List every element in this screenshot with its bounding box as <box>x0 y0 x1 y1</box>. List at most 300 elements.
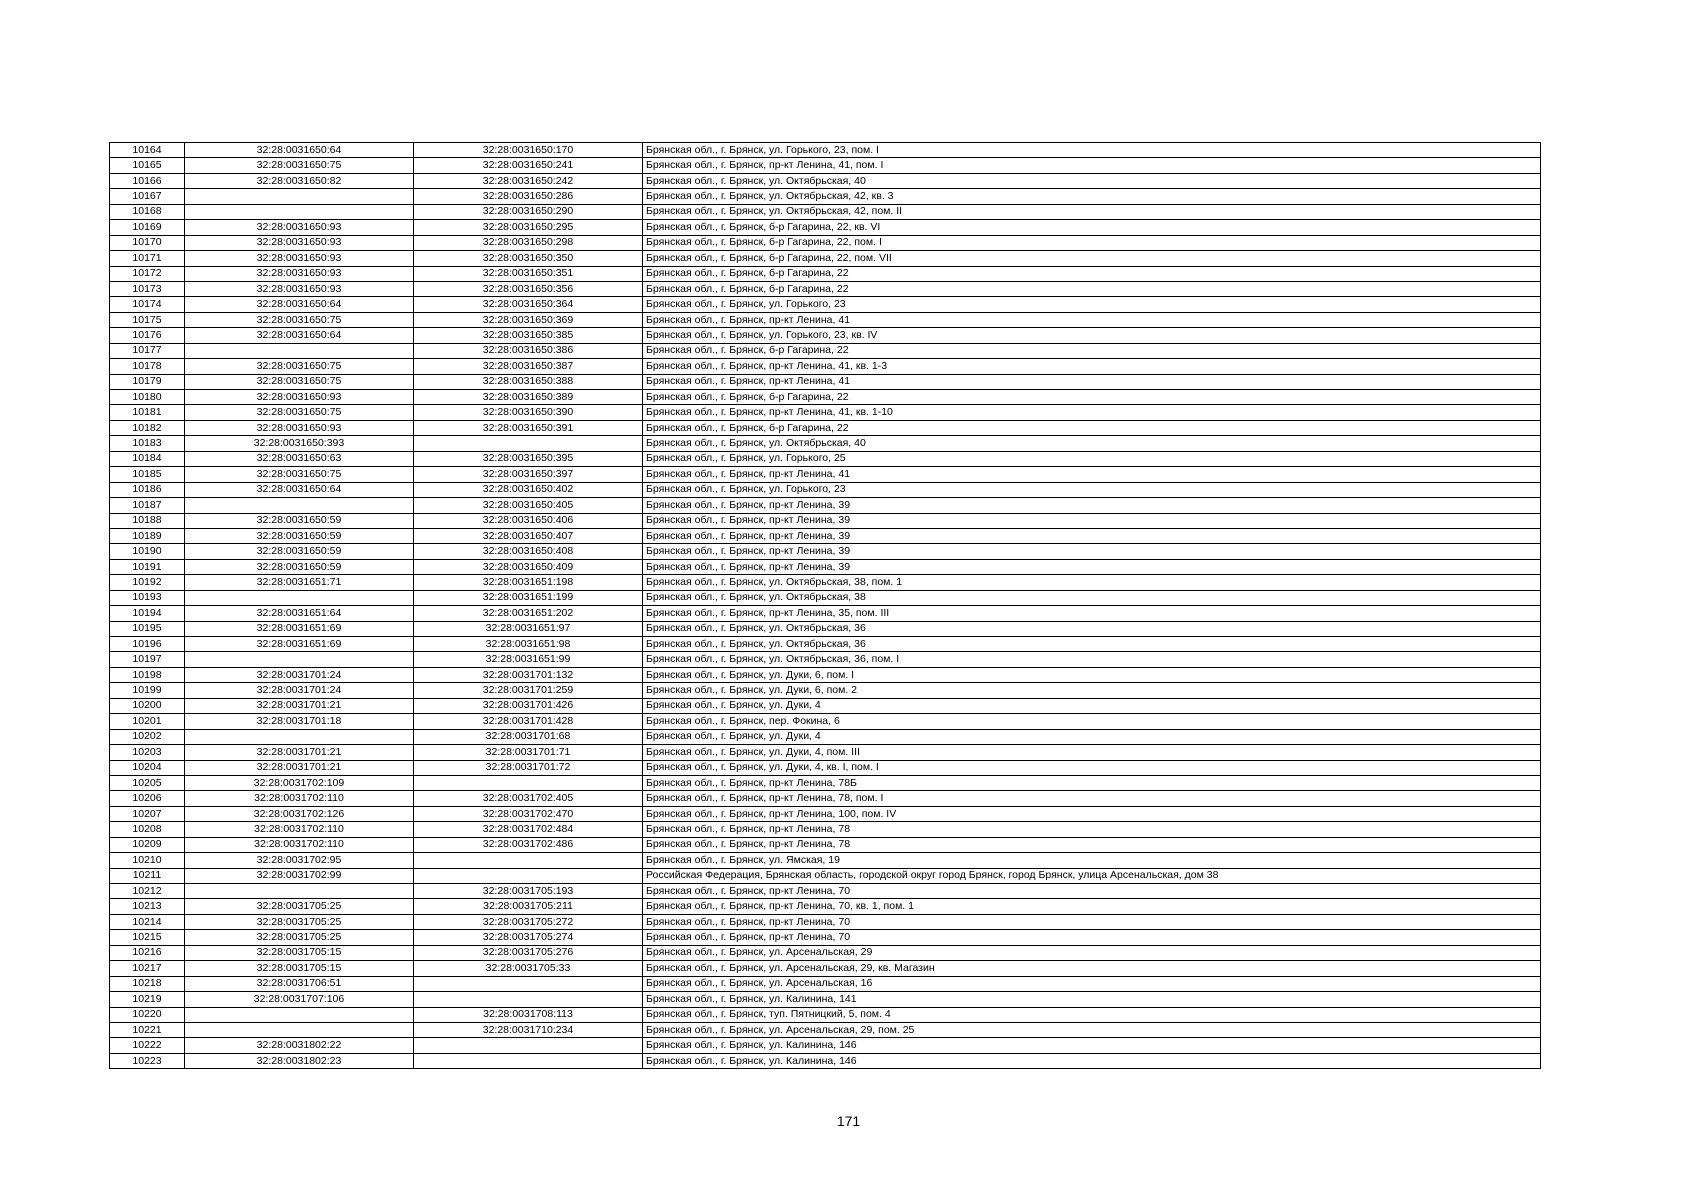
table-row <box>110 822 1541 837</box>
table-row <box>110 328 1541 343</box>
address-cell: Брянская обл., г. Брянск, ул. Октябрьская, 40 <box>643 173 1541 188</box>
building-cadastral-cell: 32:28:0031650:75 <box>185 467 414 482</box>
object-cadastral-cell <box>414 436 643 451</box>
object-cadastral-cell: 32:28:0031650:385 <box>414 328 643 343</box>
building-cadastral-cell: 32:28:0031650:64 <box>185 143 414 158</box>
object-cadastral-cell <box>414 1038 643 1053</box>
object-cadastral-cell: 32:28:0031650:351 <box>414 266 643 281</box>
table-row <box>110 173 1541 188</box>
table-row <box>110 868 1541 883</box>
object-cadastral-cell: 32:28:0031650:387 <box>414 359 643 374</box>
row-number-cell: 10164 <box>110 143 185 158</box>
object-cadastral-cell: 32:28:0031702:470 <box>414 806 643 821</box>
row-number-cell: 10215 <box>110 930 185 945</box>
row-number-cell: 10189 <box>110 528 185 543</box>
table-row <box>110 621 1541 636</box>
table-row <box>110 420 1541 435</box>
table-row <box>110 775 1541 790</box>
building-cadastral-cell <box>185 729 414 744</box>
object-cadastral-cell: 32:28:0031650:397 <box>414 467 643 482</box>
row-number-cell: 10198 <box>110 667 185 682</box>
address-cell: Брянская обл., г. Брянск, ул. Арсенальская, 29, пом. 25 <box>643 1022 1541 1037</box>
table-row <box>110 482 1541 497</box>
building-cadastral-cell: 32:28:0031650:93 <box>185 281 414 296</box>
object-cadastral-cell: 32:28:0031705:276 <box>414 945 643 960</box>
row-number-cell: 10205 <box>110 775 185 790</box>
building-cadastral-cell: 32:28:0031701:24 <box>185 667 414 682</box>
address-cell: Брянская обл., г. Брянск, пр-кт Ленина, 70 <box>643 884 1541 899</box>
address-cell: Брянская обл., г. Брянск, ул. Октябрьская, 42, кв. 3 <box>643 189 1541 204</box>
object-cadastral-cell: 32:28:0031650:395 <box>414 451 643 466</box>
address-cell: Брянская обл., г. Брянск, б-р Гагарина, 22 <box>643 390 1541 405</box>
object-cadastral-cell: 32:28:0031650:286 <box>414 189 643 204</box>
object-cadastral-cell: 32:28:0031650:391 <box>414 420 643 435</box>
table-row <box>110 791 1541 806</box>
building-cadastral-cell: 32:28:0031650:64 <box>185 297 414 312</box>
building-cadastral-cell: 32:28:0031650:93 <box>185 420 414 435</box>
building-cadastral-cell: 32:28:0031705:25 <box>185 930 414 945</box>
address-cell: Брянская обл., г. Брянск, б-р Гагарина, 22, пом. VII <box>643 251 1541 266</box>
building-cadastral-cell: 32:28:0031705:15 <box>185 945 414 960</box>
row-number-cell: 10216 <box>110 945 185 960</box>
address-cell: Брянская обл., г. Брянск, б-р Гагарина, 22, кв. VI <box>643 220 1541 235</box>
building-cadastral-cell: 32:28:0031701:21 <box>185 745 414 760</box>
row-number-cell: 10175 <box>110 312 185 327</box>
address-cell: Брянская обл., г. Брянск, пр-кт Ленина, 78, пом. I <box>643 791 1541 806</box>
object-cadastral-cell: 32:28:0031650:405 <box>414 498 643 513</box>
table-row <box>110 698 1541 713</box>
table-row <box>110 266 1541 281</box>
table-row <box>110 436 1541 451</box>
object-cadastral-cell <box>414 853 643 868</box>
row-number-cell: 10190 <box>110 544 185 559</box>
row-number-cell: 10182 <box>110 420 185 435</box>
row-number-cell: 10176 <box>110 328 185 343</box>
object-cadastral-cell: 32:28:0031650:388 <box>414 374 643 389</box>
address-cell: Брянская обл., г. Брянск, пр-кт Ленина, 41, пом. I <box>643 158 1541 173</box>
object-cadastral-cell: 32:28:0031705:211 <box>414 899 643 914</box>
building-cadastral-cell <box>185 189 414 204</box>
address-cell: Брянская обл., г. Брянск, ул. Горького, 23 <box>643 482 1541 497</box>
row-number-cell: 10191 <box>110 559 185 574</box>
table-row <box>110 590 1541 605</box>
address-cell: Брянская обл., г. Брянск, ул. Октябрьская, 38, пом. 1 <box>643 575 1541 590</box>
address-cell: Брянская обл., г. Брянск, пр-кт Ленина, 39 <box>643 528 1541 543</box>
object-cadastral-cell: 32:28:0031650:408 <box>414 544 643 559</box>
object-cadastral-cell: 32:28:0031650:356 <box>414 281 643 296</box>
object-cadastral-cell: 32:28:0031705:193 <box>414 884 643 899</box>
address-cell: Брянская обл., г. Брянск, ул. Арсенальская, 16 <box>643 976 1541 991</box>
table-row <box>110 976 1541 991</box>
table-row <box>110 806 1541 821</box>
address-cell: Брянская обл., г. Брянск, ул. Горького, 25 <box>643 451 1541 466</box>
row-number-cell: 10188 <box>110 513 185 528</box>
building-cadastral-cell: 32:28:0031650:75 <box>185 405 414 420</box>
object-cadastral-cell: 32:28:0031650:369 <box>414 312 643 327</box>
row-number-cell: 10179 <box>110 374 185 389</box>
row-number-cell: 10218 <box>110 976 185 991</box>
address-cell: Брянская обл., г. Брянск, пр-кт Ленина, 70, кв. 1, пом. 1 <box>643 899 1541 914</box>
object-cadastral-cell: 32:28:0031650:242 <box>414 173 643 188</box>
object-cadastral-cell: 32:28:0031650:390 <box>414 405 643 420</box>
table-row <box>110 992 1541 1007</box>
building-cadastral-cell: 32:28:0031650:93 <box>185 220 414 235</box>
building-cadastral-cell: 32:28:0031651:69 <box>185 637 414 652</box>
row-number-cell: 10199 <box>110 683 185 698</box>
address-cell: Брянская обл., г. Брянск, пер. Фокина, 6 <box>643 714 1541 729</box>
object-cadastral-cell: 32:28:0031650:364 <box>414 297 643 312</box>
address-cell: Брянская обл., г. Брянск, пр-кт Ленина, 39 <box>643 513 1541 528</box>
address-cell: Брянская обл., г. Брянск, ул. Калинина, 146 <box>643 1038 1541 1053</box>
building-cadastral-cell: 32:28:0031707:106 <box>185 992 414 1007</box>
table-row <box>110 575 1541 590</box>
address-cell: Брянская обл., г. Брянск, пр-кт Ленина, 41 <box>643 467 1541 482</box>
building-cadastral-cell: 32:28:0031651:64 <box>185 606 414 621</box>
building-cadastral-cell: 32:28:0031702:110 <box>185 822 414 837</box>
object-cadastral-cell: 32:28:0031701:259 <box>414 683 643 698</box>
object-cadastral-cell: 32:28:0031701:428 <box>414 714 643 729</box>
building-cadastral-cell: 32:28:0031650:75 <box>185 374 414 389</box>
building-cadastral-cell: 32:28:0031650:93 <box>185 266 414 281</box>
address-cell: Брянская обл., г. Брянск, ул. Ямская, 19 <box>643 853 1541 868</box>
row-number-cell: 10223 <box>110 1053 185 1068</box>
row-number-cell: 10221 <box>110 1022 185 1037</box>
building-cadastral-cell <box>185 343 414 358</box>
building-cadastral-cell: 32:28:0031706:51 <box>185 976 414 991</box>
table-row <box>110 204 1541 219</box>
building-cadastral-cell <box>185 1022 414 1037</box>
table-row <box>110 374 1541 389</box>
object-cadastral-cell: 32:28:0031705:274 <box>414 930 643 945</box>
row-number-cell: 10214 <box>110 914 185 929</box>
object-cadastral-cell: 32:28:0031708:113 <box>414 1007 643 1022</box>
address-cell: Брянская обл., г. Брянск, ул. Калинина, 141 <box>643 992 1541 1007</box>
building-cadastral-cell: 32:28:0031702:109 <box>185 775 414 790</box>
building-cadastral-cell: 32:28:0031701:24 <box>185 683 414 698</box>
building-cadastral-cell: 32:28:0031650:93 <box>185 251 414 266</box>
building-cadastral-cell: 32:28:0031650:75 <box>185 359 414 374</box>
address-cell: Брянская обл., г. Брянск, б-р Гагарина, 22 <box>643 343 1541 358</box>
row-number-cell: 10173 <box>110 281 185 296</box>
row-number-cell: 10217 <box>110 961 185 976</box>
object-cadastral-cell: 32:28:0031651:202 <box>414 606 643 621</box>
address-cell: Брянская обл., г. Брянск, ул. Октябрьская, 42, пом. II <box>643 204 1541 219</box>
address-cell: Брянская обл., г. Брянск, ул. Октябрьская, 36, пом. I <box>643 652 1541 667</box>
table-row <box>110 1022 1541 1037</box>
row-number-cell: 10219 <box>110 992 185 1007</box>
object-cadastral-cell: 32:28:0031701:426 <box>414 698 643 713</box>
address-cell: Российская Федерация, Брянская область, городской округ город Брянск, город Брянск, улица Арсенальская, дом 38 <box>643 868 1541 883</box>
table-row <box>110 760 1541 775</box>
building-cadastral-cell: 32:28:0031701:21 <box>185 760 414 775</box>
building-cadastral-cell: 32:28:0031650:93 <box>185 235 414 250</box>
address-cell: Брянская обл., г. Брянск, б-р Гагарина, 22 <box>643 420 1541 435</box>
table-row <box>110 235 1541 250</box>
address-cell: Брянская обл., г. Брянск, пр-кт Ленина, 78 <box>643 822 1541 837</box>
object-cadastral-cell: 32:28:0031650:407 <box>414 528 643 543</box>
object-cadastral-cell: 32:28:0031701:72 <box>414 760 643 775</box>
address-cell: Брянская обл., г. Брянск, пр-кт Ленина, 41, кв. 1-10 <box>643 405 1541 420</box>
object-cadastral-cell <box>414 775 643 790</box>
table-row <box>110 312 1541 327</box>
object-cadastral-cell: 32:28:0031705:272 <box>414 914 643 929</box>
address-cell: Брянская обл., г. Брянск, ул. Горького, 23 <box>643 297 1541 312</box>
table-row <box>110 853 1541 868</box>
table-row <box>110 528 1541 543</box>
building-cadastral-cell: 32:28:0031702:99 <box>185 868 414 883</box>
row-number-cell: 10170 <box>110 235 185 250</box>
building-cadastral-cell: 32:28:0031702:126 <box>185 806 414 821</box>
row-number-cell: 10201 <box>110 714 185 729</box>
row-number-cell: 10187 <box>110 498 185 513</box>
row-number-cell: 10204 <box>110 760 185 775</box>
address-cell: Брянская обл., г. Брянск, пр-кт Ленина, 39 <box>643 498 1541 513</box>
address-cell: Брянская обл., г. Брянск, ул. Дуки, 6, пом. 2 <box>643 683 1541 698</box>
row-number-cell: 10194 <box>110 606 185 621</box>
table-row <box>110 1053 1541 1068</box>
object-cadastral-cell: 32:28:0031650:170 <box>414 143 643 158</box>
building-cadastral-cell <box>185 590 414 605</box>
row-number-cell: 10212 <box>110 884 185 899</box>
row-number-cell: 10168 <box>110 204 185 219</box>
object-cadastral-cell: 32:28:0031650:295 <box>414 220 643 235</box>
row-number-cell: 10171 <box>110 251 185 266</box>
address-cell: Брянская обл., г. Брянск, пр-кт Ленина, 41 <box>643 312 1541 327</box>
address-cell: Брянская обл., г. Брянск, пр-кт Ленина, 70 <box>643 930 1541 945</box>
object-cadastral-cell: 32:28:0031650:298 <box>414 235 643 250</box>
building-cadastral-cell: 32:28:0031650:59 <box>185 544 414 559</box>
object-cadastral-cell: 32:28:0031702:405 <box>414 791 643 806</box>
table-row <box>110 837 1541 852</box>
address-cell: Брянская обл., г. Брянск, ул. Горького, 23, кв. IV <box>643 328 1541 343</box>
building-cadastral-cell: 32:28:0031650:93 <box>185 390 414 405</box>
address-cell: Брянская обл., г. Брянск, пр-кт Ленина, 39 <box>643 544 1541 559</box>
object-cadastral-cell: 32:28:0031650:290 <box>414 204 643 219</box>
row-number-cell: 10220 <box>110 1007 185 1022</box>
address-cell: Брянская обл., г. Брянск, пр-кт Ленина, 41 <box>643 374 1541 389</box>
object-cadastral-cell: 32:28:0031650:241 <box>414 158 643 173</box>
table-row <box>110 930 1541 945</box>
table-row <box>110 606 1541 621</box>
address-cell: Брянская обл., г. Брянск, пр-кт Ленина, 78 <box>643 837 1541 852</box>
row-number-cell: 10196 <box>110 637 185 652</box>
row-number-cell: 10172 <box>110 266 185 281</box>
table-row <box>110 914 1541 929</box>
table-row <box>110 884 1541 899</box>
object-cadastral-cell: 32:28:0031702:486 <box>414 837 643 852</box>
row-number-cell: 10213 <box>110 899 185 914</box>
object-cadastral-cell: 32:28:0031702:484 <box>414 822 643 837</box>
object-cadastral-cell: 32:28:0031650:409 <box>414 559 643 574</box>
table-row <box>110 729 1541 744</box>
object-cadastral-cell: 32:28:0031651:99 <box>414 652 643 667</box>
building-cadastral-cell: 32:28:0031702:95 <box>185 853 414 868</box>
building-cadastral-cell: 32:28:0031650:393 <box>185 436 414 451</box>
registry-table-body <box>110 143 1541 1069</box>
row-number-cell: 10186 <box>110 482 185 497</box>
object-cadastral-cell: 32:28:0031701:132 <box>414 667 643 682</box>
table-row <box>110 559 1541 574</box>
object-cadastral-cell: 32:28:0031651:198 <box>414 575 643 590</box>
table-row <box>110 220 1541 235</box>
row-number-cell: 10210 <box>110 853 185 868</box>
address-cell: Брянская обл., г. Брянск, ул. Арсенальская, 29 <box>643 945 1541 960</box>
building-cadastral-cell: 32:28:0031650:82 <box>185 173 414 188</box>
address-cell: Брянская обл., г. Брянск, ул. Горького, 23, пом. I <box>643 143 1541 158</box>
object-cadastral-cell: 32:28:0031650:402 <box>414 482 643 497</box>
building-cadastral-cell: 32:28:0031702:110 <box>185 791 414 806</box>
table-row <box>110 451 1541 466</box>
building-cadastral-cell: 32:28:0031650:75 <box>185 158 414 173</box>
address-cell: Брянская обл., г. Брянск, ул. Дуки, 6, пом. I <box>643 667 1541 682</box>
table-row <box>110 683 1541 698</box>
table-row <box>110 343 1541 358</box>
row-number-cell: 10203 <box>110 745 185 760</box>
address-cell: Брянская обл., г. Брянск, пр-кт Ленина, 70 <box>643 914 1541 929</box>
building-cadastral-cell: 32:28:0031651:69 <box>185 621 414 636</box>
object-cadastral-cell: 32:28:0031650:386 <box>414 343 643 358</box>
address-cell: Брянская обл., г. Брянск, ул. Дуки, 4, кв. I, пом. I <box>643 760 1541 775</box>
building-cadastral-cell: 32:28:0031705:15 <box>185 961 414 976</box>
table-row <box>110 637 1541 652</box>
table-row <box>110 189 1541 204</box>
table-row <box>110 745 1541 760</box>
object-cadastral-cell: 32:28:0031701:71 <box>414 745 643 760</box>
object-cadastral-cell: 32:28:0031651:97 <box>414 621 643 636</box>
table-row <box>110 513 1541 528</box>
row-number-cell: 10166 <box>110 173 185 188</box>
table-row <box>110 143 1541 158</box>
object-cadastral-cell <box>414 1053 643 1068</box>
address-cell: Брянская обл., г. Брянск, ул. Калинина, 146 <box>643 1053 1541 1068</box>
building-cadastral-cell <box>185 498 414 513</box>
row-number-cell: 10180 <box>110 390 185 405</box>
table-row <box>110 667 1541 682</box>
table-row <box>110 281 1541 296</box>
table-row <box>110 544 1541 559</box>
address-cell: Брянская обл., г. Брянск, ул. Октябрьская, 36 <box>643 621 1541 636</box>
building-cadastral-cell <box>185 1007 414 1022</box>
row-number-cell: 10209 <box>110 837 185 852</box>
row-number-cell: 10207 <box>110 806 185 821</box>
table-row <box>110 1007 1541 1022</box>
building-cadastral-cell: 32:28:0031702:110 <box>185 837 414 852</box>
building-cadastral-cell: 32:28:0031701:21 <box>185 698 414 713</box>
address-cell: Брянская обл., г. Брянск, пр-кт Ленина, 100, пом. IV <box>643 806 1541 821</box>
table-row <box>110 1038 1541 1053</box>
building-cadastral-cell: 32:28:0031802:23 <box>185 1053 414 1068</box>
table-row <box>110 945 1541 960</box>
address-cell: Брянская обл., г. Брянск, б-р Гагарина, 22, пом. I <box>643 235 1541 250</box>
row-number-cell: 10211 <box>110 868 185 883</box>
address-cell: Брянская обл., г. Брянск, туп. Пятницкий, 5, пом. 4 <box>643 1007 1541 1022</box>
building-cadastral-cell: 32:28:0031650:63 <box>185 451 414 466</box>
row-number-cell: 10222 <box>110 1038 185 1053</box>
row-number-cell: 10181 <box>110 405 185 420</box>
row-number-cell: 10169 <box>110 220 185 235</box>
address-cell: Брянская обл., г. Брянск, ул. Дуки, 4 <box>643 698 1541 713</box>
address-cell: Брянская обл., г. Брянск, б-р Гагарина, 22 <box>643 281 1541 296</box>
row-number-cell: 10167 <box>110 189 185 204</box>
table-row <box>110 390 1541 405</box>
building-cadastral-cell: 32:28:0031650:59 <box>185 513 414 528</box>
table-row <box>110 498 1541 513</box>
address-cell: Брянская обл., г. Брянск, ул. Арсенальская, 29, кв. Магазин <box>643 961 1541 976</box>
building-cadastral-cell <box>185 652 414 667</box>
table-row <box>110 467 1541 482</box>
address-cell: Брянская обл., г. Брянск, пр-кт Ленина, 39 <box>643 559 1541 574</box>
row-number-cell: 10185 <box>110 467 185 482</box>
building-cadastral-cell: 32:28:0031651:71 <box>185 575 414 590</box>
row-number-cell: 10202 <box>110 729 185 744</box>
building-cadastral-cell: 32:28:0031650:64 <box>185 328 414 343</box>
table-row <box>110 405 1541 420</box>
registry-table <box>109 142 1541 1069</box>
building-cadastral-cell: 32:28:0031802:22 <box>185 1038 414 1053</box>
building-cadastral-cell: 32:28:0031650:75 <box>185 312 414 327</box>
object-cadastral-cell: 32:28:0031710:234 <box>414 1022 643 1037</box>
row-number-cell: 10193 <box>110 590 185 605</box>
address-cell: Брянская обл., г. Брянск, ул. Октябрьская, 38 <box>643 590 1541 605</box>
page-number: 171 <box>836 1113 861 1129</box>
building-cadastral-cell: 32:28:0031701:18 <box>185 714 414 729</box>
row-number-cell: 10177 <box>110 343 185 358</box>
address-cell: Брянская обл., г. Брянск, пр-кт Ленина, 41, кв. 1-3 <box>643 359 1541 374</box>
address-cell: Брянская обл., г. Брянск, ул. Октябрьская, 40 <box>643 436 1541 451</box>
object-cadastral-cell: 32:28:0031650:389 <box>414 390 643 405</box>
building-cadastral-cell: 32:28:0031705:25 <box>185 899 414 914</box>
row-number-cell: 10200 <box>110 698 185 713</box>
address-cell: Брянская обл., г. Брянск, ул. Дуки, 4, пом. III <box>643 745 1541 760</box>
row-number-cell: 10183 <box>110 436 185 451</box>
table-row <box>110 297 1541 312</box>
row-number-cell: 10165 <box>110 158 185 173</box>
table-row <box>110 899 1541 914</box>
object-cadastral-cell <box>414 976 643 991</box>
object-cadastral-cell <box>414 992 643 1007</box>
building-cadastral-cell: 32:28:0031705:25 <box>185 914 414 929</box>
row-number-cell: 10174 <box>110 297 185 312</box>
building-cadastral-cell: 32:28:0031650:59 <box>185 559 414 574</box>
row-number-cell: 10208 <box>110 822 185 837</box>
object-cadastral-cell: 32:28:0031651:98 <box>414 637 643 652</box>
row-number-cell: 10197 <box>110 652 185 667</box>
address-cell: Брянская обл., г. Брянск, ул. Дуки, 4 <box>643 729 1541 744</box>
table-row <box>110 652 1541 667</box>
row-number-cell: 10195 <box>110 621 185 636</box>
building-cadastral-cell: 32:28:0031650:64 <box>185 482 414 497</box>
row-number-cell: 10206 <box>110 791 185 806</box>
address-cell: Брянская обл., г. Брянск, пр-кт Ленина, 78Б <box>643 775 1541 790</box>
table-row <box>110 251 1541 266</box>
table-row <box>110 961 1541 976</box>
building-cadastral-cell <box>185 884 414 899</box>
table-row <box>110 714 1541 729</box>
object-cadastral-cell: 32:28:0031651:199 <box>414 590 643 605</box>
row-number-cell: 10178 <box>110 359 185 374</box>
address-cell: Брянская обл., г. Брянск, б-р Гагарина, 22 <box>643 266 1541 281</box>
object-cadastral-cell: 32:28:0031705:33 <box>414 961 643 976</box>
object-cadastral-cell: 32:28:0031701:68 <box>414 729 643 744</box>
row-number-cell: 10192 <box>110 575 185 590</box>
table-row <box>110 359 1541 374</box>
row-number-cell: 10184 <box>110 451 185 466</box>
address-cell: Брянская обл., г. Брянск, пр-кт Ленина, 35, пом. III <box>643 606 1541 621</box>
object-cadastral-cell: 32:28:0031650:406 <box>414 513 643 528</box>
table-row <box>110 158 1541 173</box>
building-cadastral-cell: 32:28:0031650:59 <box>185 528 414 543</box>
building-cadastral-cell <box>185 204 414 219</box>
